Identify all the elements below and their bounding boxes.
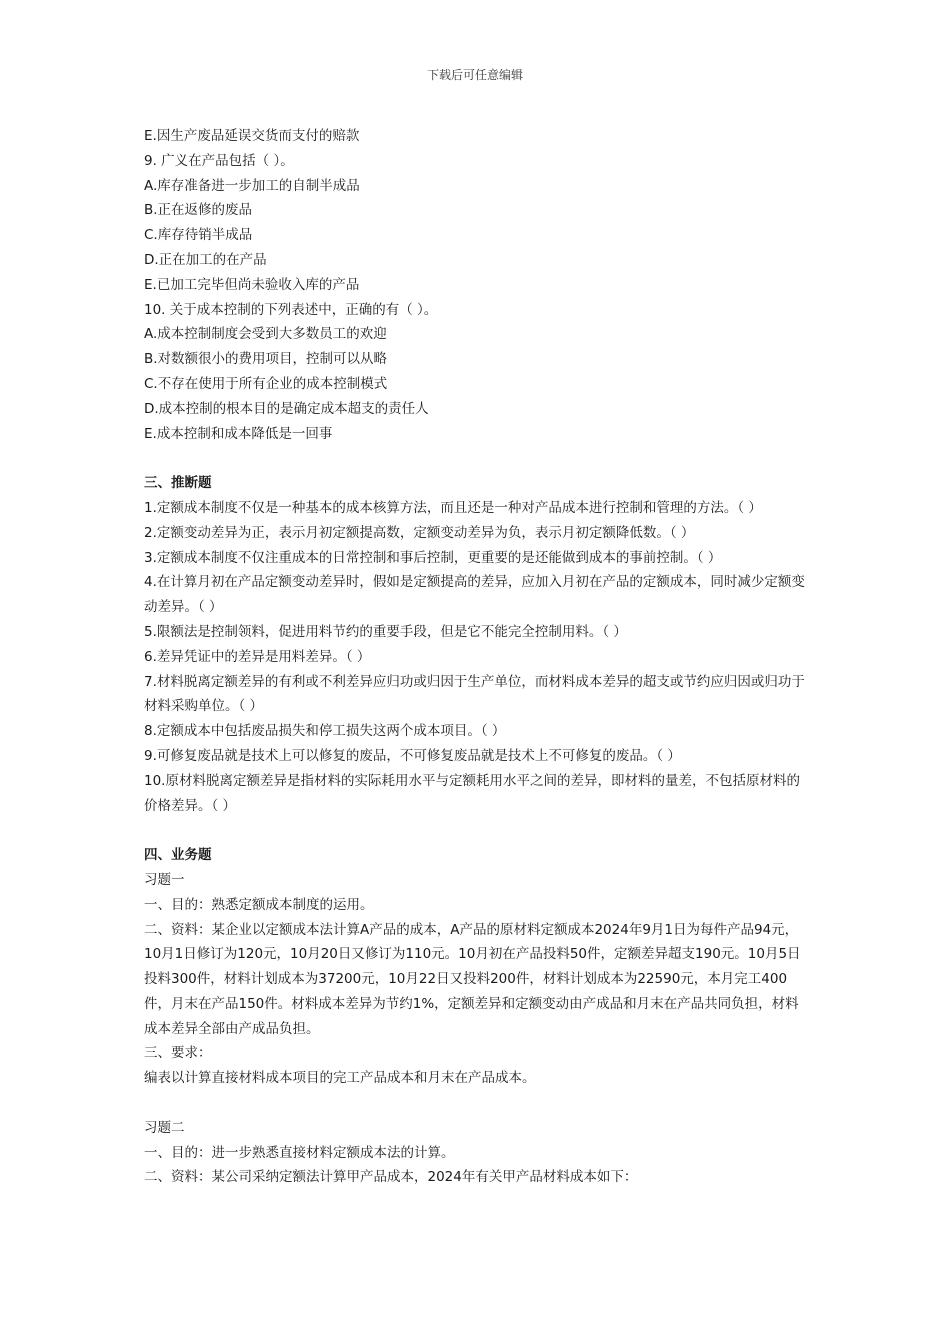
judgement-item: 2.定额变动差异为正，表示月初定额提高数，定额变动差异为负，表示月初定额降低数。（ ） bbox=[144, 524, 695, 541]
multiple-choice-section bbox=[144, 124, 812, 446]
exercise-requirement-label: 三、要求： bbox=[144, 1045, 212, 1062]
judgement-item: 8.定额成本中包括废品损失和停工损失这两个成本项目。（ ） bbox=[144, 723, 506, 740]
section-heading: 三、推断题 bbox=[144, 475, 212, 492]
exercise-title: 习题一 bbox=[144, 871, 185, 888]
judgement-section bbox=[144, 471, 812, 818]
judgement-item: 3.定额成本制度不仅注重成本的日常控制和事后控制，更重要的是还能做到成本的事前控制。（ ） bbox=[144, 549, 722, 566]
judgement-item: 9.可修复废品就是技术上可以修复的废品，不可修复废品就是技术上不可修复的废品。（ ） bbox=[144, 747, 681, 764]
option-line: B.正在返修的废品 bbox=[144, 202, 253, 219]
judgement-item: 6.差异凭证中的差异是用料差异。（ ） bbox=[144, 648, 371, 665]
exercise-purpose: 一、目的：熟悉定额成本制度的运用。 bbox=[144, 896, 374, 913]
option-line: D.成本控制的根本目的是确定成本超支的责任人 bbox=[144, 400, 429, 417]
section-heading: 四、业务题 bbox=[144, 847, 212, 864]
question-line: 10. 关于成本控制的下列表述中，正确的有（ ）。 bbox=[144, 301, 438, 318]
question-line: 9. 广义在产品包括（ ）。 bbox=[144, 152, 294, 169]
page-header: 下载后可任意编辑 bbox=[426, 68, 523, 82]
option-line: A.库存准备进一步加工的自制半成品 bbox=[144, 177, 360, 194]
option-line: E.因生产废品延误交货而支付的赔款 bbox=[144, 128, 360, 144]
judgement-item: 5.限额法是控制领料，促进用料节约的重要手段，但是它不能完全控制用料。（ ） bbox=[144, 623, 627, 640]
exercise-data: 二、资料：某公司采纳定额法计算甲产品成本，2024年有关甲产品材料成本如下： bbox=[144, 1169, 638, 1186]
option-line: B.对数额很小的费用项目，控制可以从略 bbox=[144, 351, 388, 368]
judgement-item: 4.在计算月初在产品定额变动差异时，假如是定额提高的差异，应加入月初在产品的定额成本，同时减少定额变动差异。（ ） bbox=[144, 574, 805, 616]
exercise-requirement: 编表以计算直接材料成本项目的完工产品成本和月末在产品成本。 bbox=[144, 1070, 536, 1087]
document-body bbox=[144, 124, 812, 1190]
exercise-data: 二、资料：某企业以定额成本法计算A产品的成本，A产品的原材料定额成本2024年9月1日为每件产品94元，10月1日修订为120元，10月20日又修订为110元。10月初在产品投料50件，定额差异超支190元。10月5日投料300件，材料计划成本为37200元，10月22日又投料200件，材料计划成本为22590元，本月完工400件，月末在产品150件。材料成本差异为节约1%，定额差异和定额变动由产成品和月末在产品共同负担，材料成本差异全部由产成品负担。 bbox=[144, 921, 801, 1037]
judgement-item: 7.材料脱离定额差异的有利或不利差异应归功或归因于生产单位，而材料成本差异的超支或节约应归因或归功于材料采购单位。（ ） bbox=[144, 673, 805, 715]
option-line: A.成本控制制度会受到大多数员工的欢迎 bbox=[144, 326, 387, 343]
judgement-item: 10.原材料脱离定额差异是指材料的实际耗用水平与定额耗用水平之间的差异，即材料的量差，不包括原材料的价格差异。（ ） bbox=[144, 772, 800, 814]
exercise-purpose: 一、目的：进一步熟悉直接材料定额成本法的计算。 bbox=[144, 1144, 455, 1161]
option-line: E.已加工完毕但尚未验收入库的产品 bbox=[144, 276, 360, 293]
judgement-item: 1.定额成本制度不仅是一种基本的成本核算方法，而且还是一种对产品成本进行控制和管理的方法。（ ） bbox=[144, 499, 762, 516]
option-line: E.成本控制和成本降低是一回事 bbox=[144, 425, 333, 442]
exercise-title: 习题二 bbox=[144, 1119, 185, 1136]
option-line: D.正在加工的在产品 bbox=[144, 251, 267, 268]
business-section bbox=[144, 843, 812, 1190]
option-line: C.不存在使用于所有企业的成本控制模式 bbox=[144, 375, 388, 392]
option-line: C.库存待销半成品 bbox=[144, 227, 253, 244]
